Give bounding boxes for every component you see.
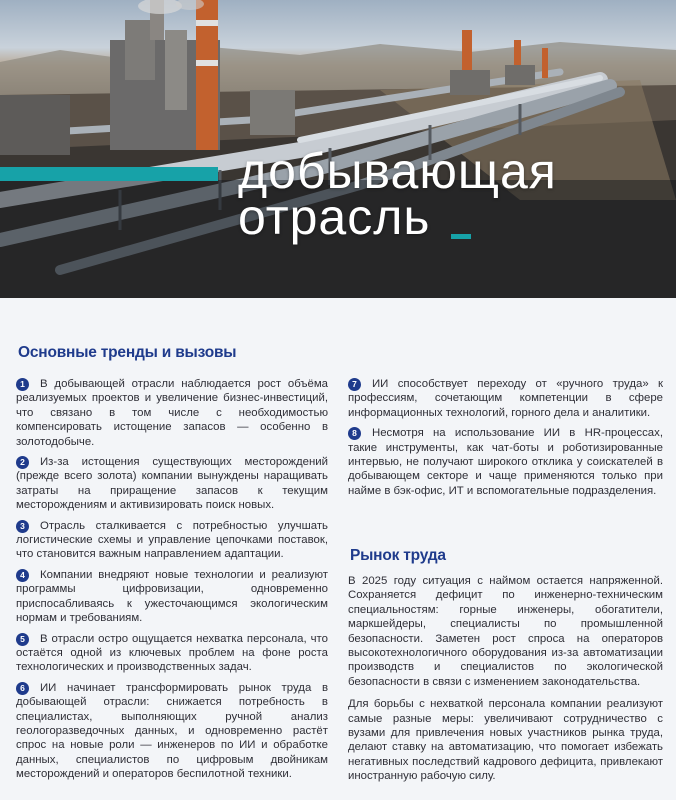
number-badge: 7 [348, 378, 361, 391]
list-item [16, 455, 328, 513]
list-item-text: Компании внедряют новые технологии и реализуют программы цифровизации, одновременно приспосабливаясь к ужесточающимся экологическим нормам и требованиям. [16, 568, 328, 625]
number-badge: 2 [16, 456, 29, 469]
list-item [348, 377, 663, 420]
hero-banner [0, 0, 676, 298]
list-item-text: Из-за истощения существующих месторождений (прежде всего золота) компании вынуждены наращивать затраты на приращение запасов к текущим месторождениям и активизировать поиск новых. [16, 456, 328, 512]
labor-market-heading: Рынок труда [350, 547, 446, 564]
page-title [238, 143, 557, 245]
list-item [16, 632, 328, 675]
number-badge: 5 [16, 633, 29, 646]
accent-bar [0, 167, 218, 181]
accent-dash [451, 234, 471, 239]
list-item [16, 519, 328, 562]
number-badge: 1 [16, 378, 29, 391]
page-title-line-2: отрасль [238, 189, 431, 245]
trends-heading: Основные тренды и вызовы [18, 344, 237, 361]
number-badge: 8 [348, 427, 361, 440]
list-item [16, 681, 328, 782]
list-item-text: ИИ начинает трансформировать рынок труда в добывающей отрасли: снижается потребность в специалистах, выполняющих ручной анализ геологоразведочных данных, и одновременно растёт спрос на новые роли — инженеров по ИИ и обработке данных, специалистов по цифровым двойникам месторождений и операторов беспилотной техники. [16, 681, 328, 781]
list-item-text: В отрасли остро ощущается нехватка персонала, что остаётся одной из ключевых проблем на фоне роста технологических и производственных задач. [16, 632, 328, 674]
number-badge: 4 [16, 569, 29, 582]
paragraph: В 2025 году ситуация с наймом остается напряженной. Сохраняется дефицит по инженерно-техническим специальностям: горные инженеры, обогатители, маркшейдеры, специалисты по промышленной безопасности. Заметен рост спроса на операторов высокотехнологичного оборудования из-за автоматизации производств и специалистов по экологической безопасности в связи с изменением законодательства. [348, 575, 663, 688]
list-item-text: В добывающей отрасли наблюдается рост объёма реализуемых проектов и увеличение бизнес-инвестиций, что связано в том числе с необходимостью компенсировать истощение запасов — особенно в золотодобыче. [16, 378, 328, 448]
trends-list-right [348, 377, 663, 504]
list-item [348, 426, 663, 498]
labor-market-text [348, 574, 663, 792]
content-area [0, 298, 676, 800]
page-title-line-1: добывающая [238, 143, 557, 199]
list-item-text: Несмотря на использование ИИ в HR-процессах, такие инструменты, как чат-боты и роботизированные интервью, не получают широкого отклика у соискателей в добывающем секторе и чаще применяются только при найме в бэк-офис, ИТ и вспомогательные подразделения. [348, 427, 663, 497]
trends-list-left [16, 377, 328, 788]
paragraph: Для борьбы с нехваткой персонала компании реализуют самые разные меры: увеличивают сотрудничество с вузами для привлечения новых участников рынка труда, делают ставку на автоматизацию, что помогает избежать негативных последствий кадрового дефицита, привлекают иностранную рабочую силу. [348, 698, 663, 783]
number-badge: 6 [16, 682, 29, 695]
number-badge: 3 [16, 520, 29, 533]
list-item-text: ИИ способствует переходу от «ручного труда» к профессиям, сочетающим компетенции в сфере информационных технологий, горного дела и аналитики. [348, 378, 663, 419]
list-item-text: Отрасль сталкивается с потребностью улучшать логистические схемы и управление цепочками поставок, что становится важным направлением адаптации. [16, 519, 328, 561]
list-item [16, 568, 328, 626]
list-item [16, 377, 328, 449]
